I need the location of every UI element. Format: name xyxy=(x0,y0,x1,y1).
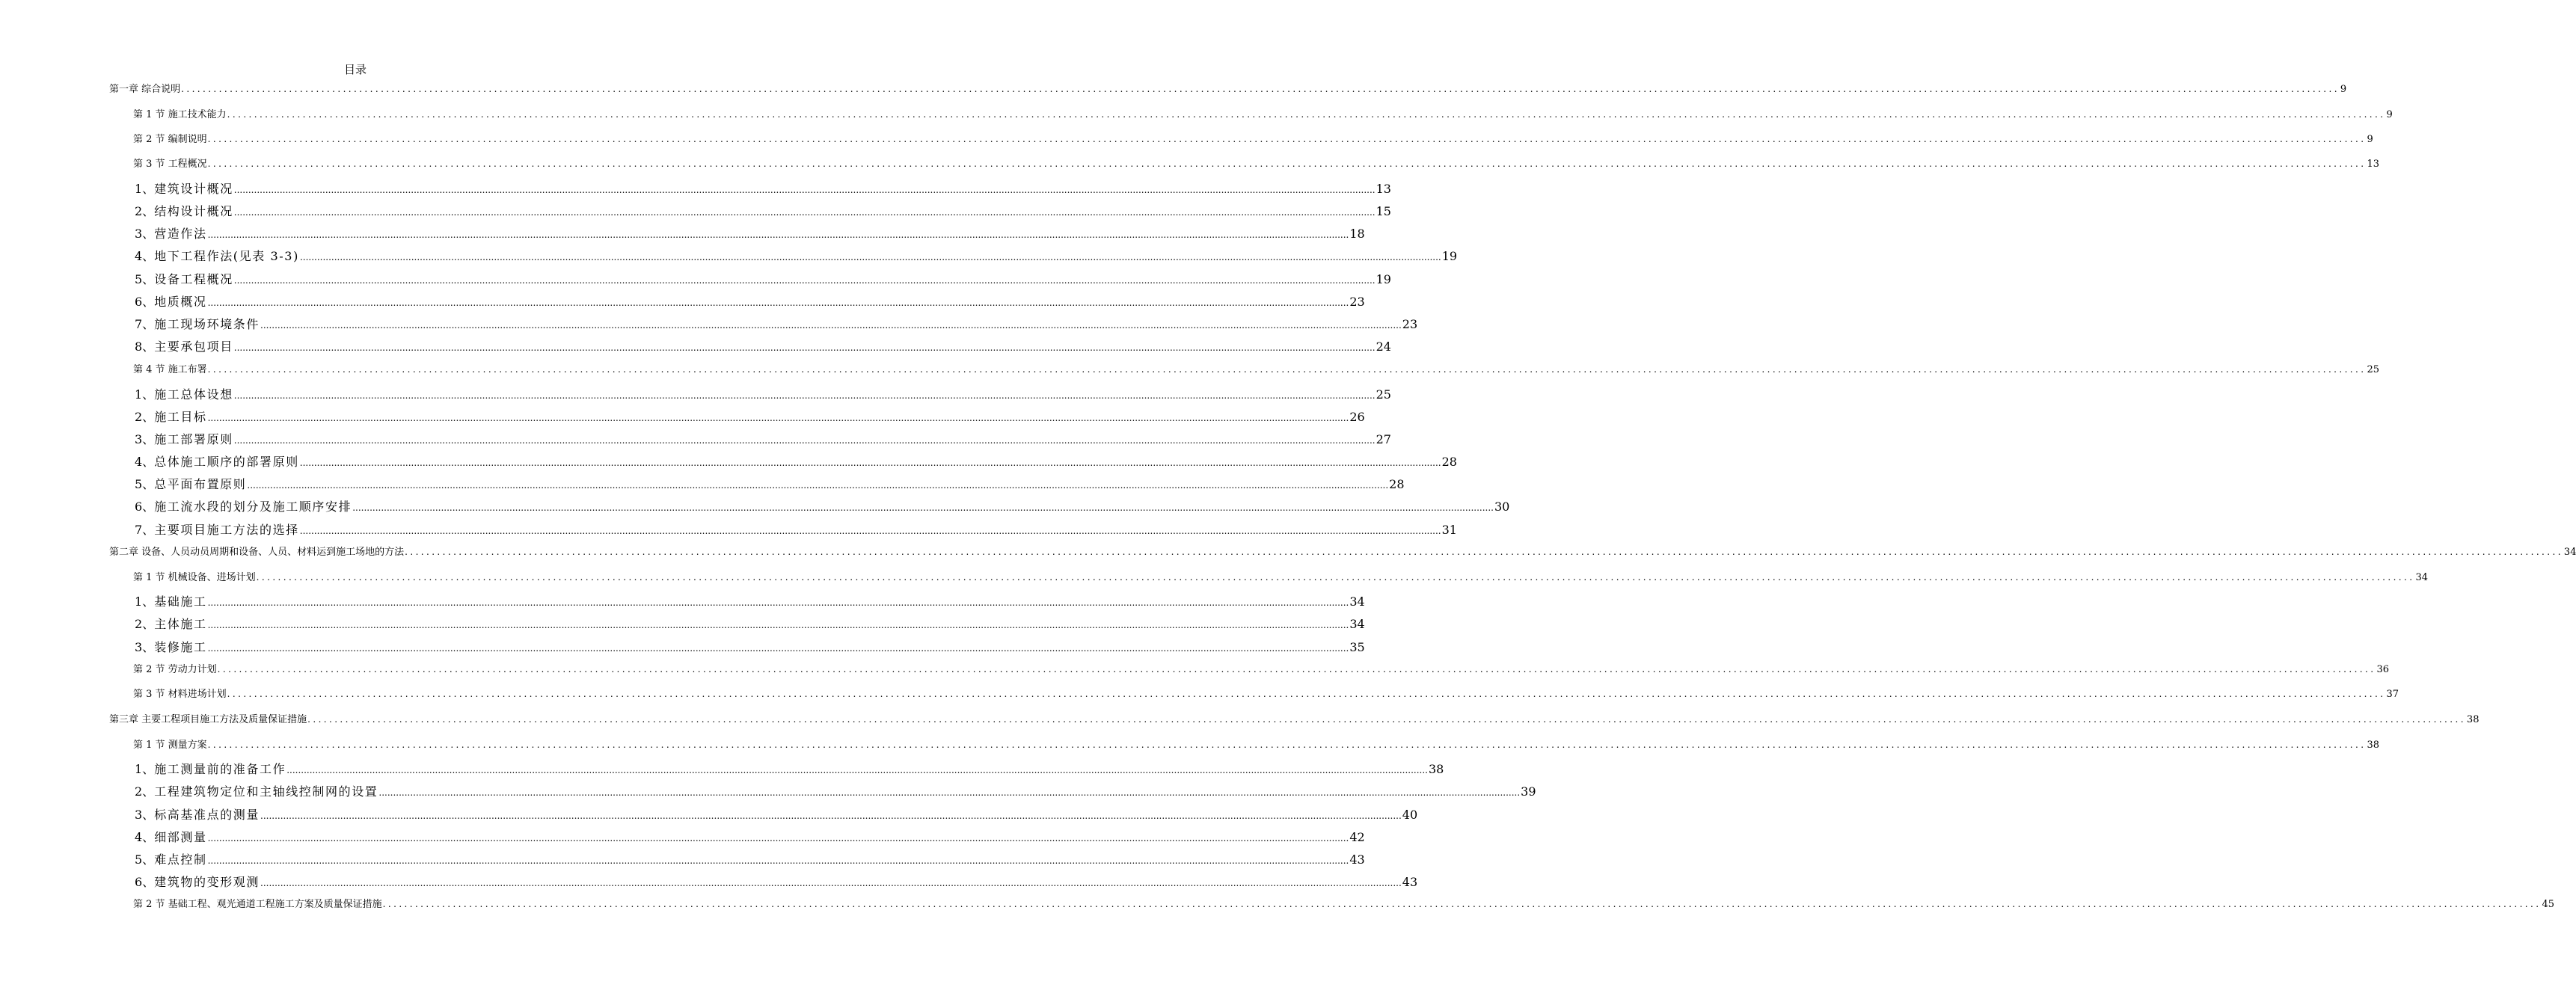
toc-entry-label: 总平面布置原则 xyxy=(154,477,247,491)
toc-entry-chapter[interactable] xyxy=(109,544,2576,558)
dot-leader: ................................................................................................................................................................................................................................................................................................................................................................................................................ xyxy=(207,620,1349,630)
toc-entry-page-number: 24 xyxy=(1376,339,1391,354)
toc-entry-page-number: 19 xyxy=(1376,272,1391,286)
toc-entry-page-number: 45 xyxy=(2542,899,2554,910)
toc-entry-number: 6、 xyxy=(135,500,155,514)
toc-entry-label: 第二章 设备、人员动员周期和设备、人员、材料运到施工场地的方法 xyxy=(109,547,405,558)
dot-leader: ................................................................................................................................................................................................................................................................................................................................................................................................................ xyxy=(207,159,2367,169)
toc-entry-number: 3、 xyxy=(135,640,155,654)
dot-leader: ................................................................................................................................................................................................................................................................................................................................................................................................................ xyxy=(307,714,2466,725)
dot-leader: ................................................................................................................................................................................................................................................................................................................................................................................................................ xyxy=(207,413,1349,423)
dot-leader: ................................................................................................................................................................................................................................................................................................................................................................................................................ xyxy=(233,275,1376,286)
toc-entry-number: 6、 xyxy=(135,875,155,889)
dot-leader: ................................................................................................................................................................................................................................................................................................................................................................................................................ xyxy=(299,526,1441,536)
toc-entry-page-number: 23 xyxy=(1402,317,1418,331)
toc-entry-page-number: 35 xyxy=(1349,640,1365,654)
dot-leader: ................................................................................................................................................................................................................................................................................................................................................................................................................ xyxy=(256,572,2415,583)
toc-entry-page-number: 13 xyxy=(2367,159,2379,170)
toc-entry-number: 3、 xyxy=(135,808,155,822)
dot-leader: ................................................................................................................................................................................................................................................................................................................................................................................................................ xyxy=(207,855,1349,866)
toc-entry-number: 7、 xyxy=(135,317,155,331)
toc-entry-label: 第 1 节 机械设备、进场计划 xyxy=(133,572,256,583)
toc-entry-label: 主要项目施工方法的选择 xyxy=(154,523,299,537)
toc-entry-page-number: 34 xyxy=(1349,617,1365,631)
toc-entry-section[interactable] xyxy=(133,737,2379,751)
toc-entry-number: 3、 xyxy=(135,432,155,446)
toc-entry-page-number: 34 xyxy=(1349,594,1365,609)
toc-entry-number: 2、 xyxy=(135,784,155,799)
toc-entry-label: 建筑设计概况 xyxy=(154,182,233,196)
toc-entry-page-number: 30 xyxy=(1494,500,1510,514)
toc-entry-page-number: 36 xyxy=(2376,664,2389,675)
dot-leader: ................................................................................................................................................................................................................................................................................................................................................................................................................ xyxy=(233,185,1376,195)
dot-leader: ................................................................................................................................................................................................................................................................................................................................................................................................................ xyxy=(260,878,1402,888)
toc-entry-page-number: 39 xyxy=(1521,784,1536,799)
toc-entry-number: 7、 xyxy=(135,523,155,537)
dot-leader: ................................................................................................................................................................................................................................................................................................................................................................................................................ xyxy=(227,109,2386,120)
toc-entry-number: 5、 xyxy=(135,477,155,491)
toc-entry-label: 难点控制 xyxy=(154,852,207,867)
toc-entry-label: 细部测量 xyxy=(154,830,207,844)
toc-entry-label: 基础施工 xyxy=(154,594,207,609)
dot-leader: ................................................................................................................................................................................................................................................................................................................................................................................................................ xyxy=(217,664,2376,674)
dot-leader: ................................................................................................................................................................................................................................................................................................................................................................................................................ xyxy=(227,689,2386,699)
toc-entry-label: 第 1 节 测量方案 xyxy=(133,740,207,751)
toc-entry-page-number: 23 xyxy=(1349,295,1365,309)
toc-entry-page-number: 34 xyxy=(2563,547,2576,558)
toc-entry-section[interactable] xyxy=(133,156,2379,170)
toc-entry-label: 第 2 节 劳动力计划 xyxy=(133,664,217,675)
page-title: 目录 xyxy=(343,63,367,76)
toc-entry-label: 主体施工 xyxy=(154,617,207,631)
toc-entry-page-number: 9 xyxy=(2340,84,2347,95)
dot-leader: ................................................................................................................................................................................................................................................................................................................................................................................................................ xyxy=(286,765,1428,775)
dot-leader: ................................................................................................................................................................................................................................................................................................................................................................................................................ xyxy=(299,252,1441,262)
toc-entry-label: 施工总体设想 xyxy=(154,387,233,402)
dot-leader: ................................................................................................................................................................................................................................................................................................................................................................................................................ xyxy=(207,597,1349,608)
toc-entry-section[interactable] xyxy=(133,361,2379,375)
toc-entry-section[interactable] xyxy=(133,896,2554,910)
toc-entry-label: 第一章 综合说明 xyxy=(109,84,181,95)
toc-entry-section[interactable] xyxy=(133,686,2399,700)
dot-leader: ................................................................................................................................................................................................................................................................................................................................................................................................................ xyxy=(207,643,1349,654)
toc-entry-label: 营造作法 xyxy=(154,227,207,241)
toc-entry-page-number: 42 xyxy=(1349,830,1365,844)
toc-entry-item[interactable] xyxy=(135,782,1536,799)
dot-leader: ................................................................................................................................................................................................................................................................................................................................................................................................................ xyxy=(260,811,1402,821)
toc-entry-chapter[interactable] xyxy=(109,81,2347,95)
toc-entry-page-number: 34 xyxy=(2415,572,2428,583)
toc-entry-page-number: 28 xyxy=(1441,455,1457,469)
toc-entry-page-number: 43 xyxy=(1402,875,1418,889)
dot-leader: ................................................................................................................................................................................................................................................................................................................................................................................................................ xyxy=(233,435,1376,446)
toc-entry-number: 1、 xyxy=(135,387,155,402)
toc-entry-label: 地下工程作法(见表 3-3) xyxy=(154,249,299,263)
toc-entry-item[interactable] xyxy=(135,430,1391,447)
toc-entry-page-number: 37 xyxy=(2386,689,2399,700)
toc-entry-label: 结构设计概况 xyxy=(154,204,233,218)
toc-entry-section[interactable] xyxy=(133,131,2373,145)
toc-entry-page-number: 15 xyxy=(1376,204,1391,218)
dot-leader: ................................................................................................................................................................................................................................................................................................................................................................................................................ xyxy=(378,787,1521,798)
toc-entry-number: 1、 xyxy=(135,594,155,609)
dot-leader: ................................................................................................................................................................................................................................................................................................................................................................................................................ xyxy=(260,320,1402,331)
toc-entry-item[interactable] xyxy=(135,828,1365,845)
toc-entry-page-number: 43 xyxy=(1349,852,1365,867)
toc-entry-section[interactable] xyxy=(133,569,2428,583)
toc-entry-item[interactable] xyxy=(135,408,1365,425)
toc-entry-page-number: 38 xyxy=(2367,740,2379,751)
toc-entry-label: 第 4 节 施工布署 xyxy=(133,364,207,375)
toc-entry-label: 地质概况 xyxy=(154,295,207,309)
toc-entry-page-number: 9 xyxy=(2367,134,2373,145)
toc-entry-page-number: 38 xyxy=(1428,762,1444,776)
toc-entry-label: 第 1 节 施工技术能力 xyxy=(133,109,227,120)
toc-entry-item[interactable] xyxy=(135,638,1365,655)
toc-entry-item[interactable] xyxy=(135,315,1418,332)
toc-entry-number: 1、 xyxy=(135,762,155,776)
toc-entry-label: 标高基准点的测量 xyxy=(154,808,260,822)
toc-entry-label: 施工部署原则 xyxy=(154,432,233,446)
toc-entry-number: 2、 xyxy=(135,410,155,424)
toc-entry-number: 1、 xyxy=(135,182,155,196)
toc-entry-item[interactable] xyxy=(135,247,1458,264)
toc-entry-label: 施工目标 xyxy=(154,410,207,424)
dot-leader: ................................................................................................................................................................................................................................................................................................................................................................................................................ xyxy=(207,298,1349,308)
toc-entry-item[interactable] xyxy=(135,179,1391,197)
toc-entry-label: 设备工程概况 xyxy=(154,272,233,286)
toc-entry-label: 第 3 节 工程概况 xyxy=(133,159,207,170)
toc-entry-page-number: 19 xyxy=(1441,249,1458,263)
toc-entry-item[interactable] xyxy=(135,452,1457,470)
toc-entry-label: 施工现场环境条件 xyxy=(154,317,260,331)
toc-entry-item[interactable] xyxy=(135,202,1391,219)
dot-leader: ................................................................................................................................................................................................................................................................................................................................................................................................................ xyxy=(181,84,2340,94)
toc-entry-label: 第三章 主要工程项目施工方法及质量保证措施 xyxy=(109,714,307,725)
toc-entry-page-number: 25 xyxy=(1376,387,1391,402)
toc-entry-label: 主要承包项目 xyxy=(154,339,233,354)
toc-entry-item[interactable] xyxy=(135,337,1391,354)
toc-entry-page-number: 26 xyxy=(1349,410,1365,424)
toc-entry-number: 4、 xyxy=(135,249,155,263)
dot-leader: ................................................................................................................................................................................................................................................................................................................................................................................................................ xyxy=(207,364,2367,375)
toc-entry-number: 3、 xyxy=(135,227,155,241)
toc-entry-item[interactable] xyxy=(135,475,1405,492)
toc-entry-item[interactable] xyxy=(135,520,1457,538)
toc-entry-item[interactable] xyxy=(135,873,1418,890)
dot-leader: ................................................................................................................................................................................................................................................................................................................................................................................................................ xyxy=(207,740,2367,750)
dot-leader: ................................................................................................................................................................................................................................................................................................................................................................................................................ xyxy=(207,230,1349,240)
toc-entry-section[interactable] xyxy=(133,661,2389,675)
toc-entry-label: 工程建筑物定位和主轴线控制网的设置 xyxy=(154,784,378,799)
toc-entry-number: 4、 xyxy=(135,830,155,844)
toc-entry-number: 4、 xyxy=(135,455,155,469)
toc-entry-label: 施工测量前的准备工作 xyxy=(154,762,286,776)
toc-entry-item[interactable] xyxy=(135,497,1510,514)
toc-entry-label: 装修施工 xyxy=(154,640,207,654)
dot-leader: ................................................................................................................................................................................................................................................................................................................................................................................................................ xyxy=(382,899,2542,909)
toc-entry-label: 第 3 节 材料进场计划 xyxy=(133,689,227,700)
toc-entry-item[interactable] xyxy=(135,805,1418,823)
toc-entry-label: 总体施工顺序的部署原则 xyxy=(154,455,299,469)
toc-entry-label: 第 2 节 编制说明 xyxy=(133,134,207,145)
dot-leader: ................................................................................................................................................................................................................................................................................................................................................................................................................ xyxy=(207,833,1349,843)
toc-entry-label: 建筑物的变形观测 xyxy=(154,875,260,889)
toc-entry-item[interactable] xyxy=(135,592,1365,609)
toc-entry-chapter[interactable] xyxy=(109,711,2480,725)
toc-entry-number: 2、 xyxy=(135,617,155,631)
dot-leader: ................................................................................................................................................................................................................................................................................................................................................................................................................ xyxy=(233,342,1376,353)
toc-entry-page-number: 9 xyxy=(2386,109,2393,120)
toc-entry-item[interactable] xyxy=(135,850,1365,867)
toc-entry-number: 2、 xyxy=(135,204,155,218)
toc-entry-section[interactable] xyxy=(133,106,2393,120)
toc-entry-page-number: 25 xyxy=(2367,364,2379,375)
dot-leader: ................................................................................................................................................................................................................................................................................................................................................................................................................ xyxy=(233,207,1376,218)
toc-entry-number: 8、 xyxy=(135,339,155,354)
toc-entry-number: 5、 xyxy=(135,272,155,286)
toc-entry-item[interactable] xyxy=(135,270,1391,287)
dot-leader: ................................................................................................................................................................................................................................................................................................................................................................................................................ xyxy=(233,390,1376,401)
dot-leader: ................................................................................................................................................................................................................................................................................................................................................................................................................ xyxy=(299,458,1441,468)
toc-entry-item[interactable] xyxy=(135,760,1444,777)
toc-entry-label: 施工流水段的划分及施工顺序安排 xyxy=(154,500,352,514)
toc-entry-page-number: 18 xyxy=(1349,227,1365,241)
toc-entry-page-number: 27 xyxy=(1376,432,1391,446)
toc-entry-item[interactable] xyxy=(135,224,1365,242)
toc-entry-item[interactable] xyxy=(135,615,1365,632)
toc-entry-label: 第 2 节 基础工程、观光通道工程施工方案及质量保证措施 xyxy=(133,899,382,910)
toc-entry-number: 5、 xyxy=(135,852,155,867)
dot-leader: ................................................................................................................................................................................................................................................................................................................................................................................................................ xyxy=(405,547,2563,557)
toc-entry-item[interactable] xyxy=(135,292,1365,310)
dot-leader: ................................................................................................................................................................................................................................................................................................................................................................................................................ xyxy=(247,480,1389,491)
toc-entry-page-number: 40 xyxy=(1402,808,1418,822)
toc-entry-item[interactable] xyxy=(135,385,1391,402)
dot-leader: ................................................................................................................................................................................................................................................................................................................................................................................................................ xyxy=(207,134,2367,144)
toc-entry-page-number: 31 xyxy=(1441,523,1457,537)
dot-leader: ................................................................................................................................................................................................................................................................................................................................................................................................................ xyxy=(352,502,1494,513)
toc-entry-page-number: 38 xyxy=(2466,714,2480,725)
toc-entry-page-number: 28 xyxy=(1389,477,1405,491)
toc-entry-page-number: 13 xyxy=(1376,182,1391,196)
toc-entry-number: 6、 xyxy=(135,295,155,309)
